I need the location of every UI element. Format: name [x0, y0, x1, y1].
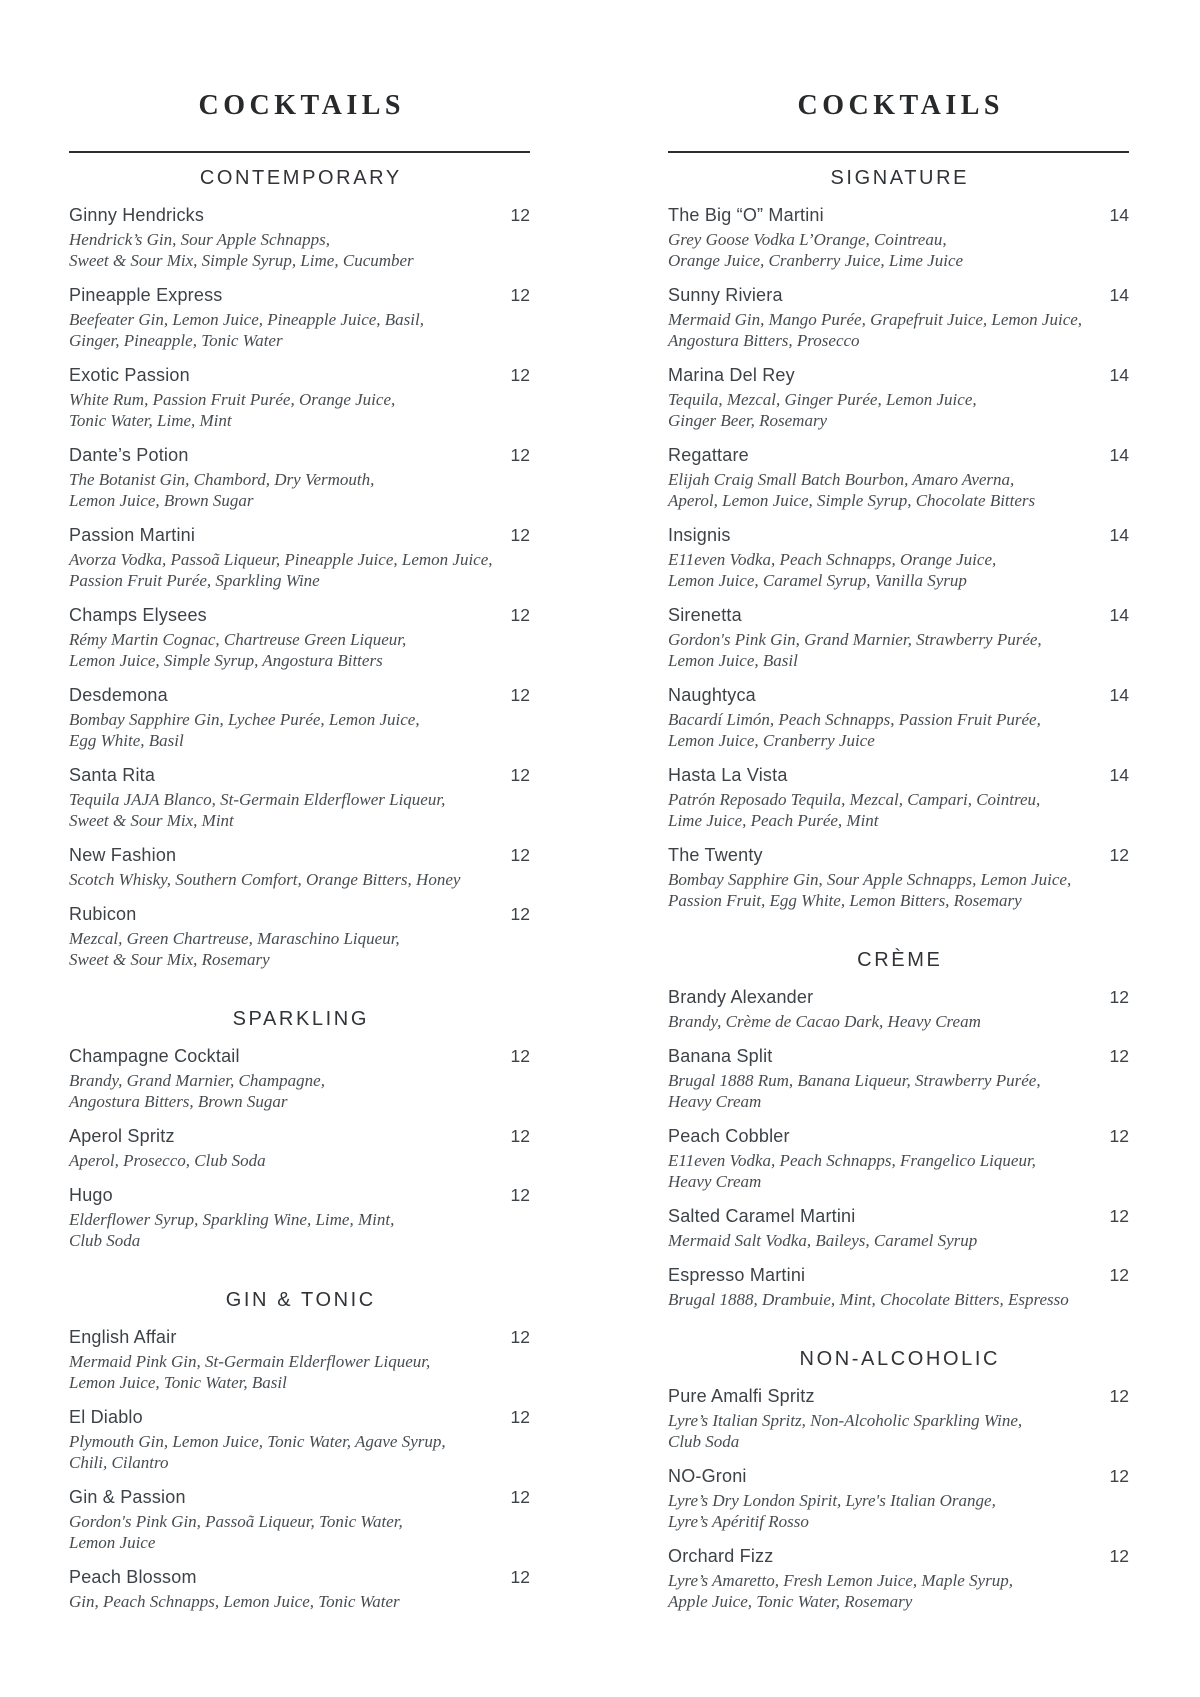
item-description-line: Bombay Sapphire Gin, Sour Apple Schnapps, Lemon Juice,	[668, 870, 1072, 889]
item-description-line: Bacardí Limón, Peach Schnapps, Passion Fruit Purée,	[668, 710, 1041, 729]
item-name: Regattare	[668, 445, 749, 465]
item-name-row	[668, 604, 1129, 626]
item-price: 14	[1109, 445, 1129, 465]
item-price: 12	[510, 765, 530, 785]
item-description	[668, 869, 1129, 911]
item-name-row	[69, 1125, 530, 1147]
item-description-line: Mermaid Pink Gin, St-Germain Elderflower Liqueur,	[69, 1352, 431, 1371]
item-name: Peach Cobbler	[668, 1126, 790, 1146]
item-name: English Affair	[69, 1327, 177, 1347]
item-description-line: Elijah Craig Small Batch Bourbon, Amaro Averna,	[668, 470, 1015, 489]
menu-item	[69, 1045, 530, 1112]
item-description	[668, 469, 1129, 511]
menu-item	[69, 903, 530, 970]
item-description-line: Beefeater Gin, Lemon Juice, Pineapple Juice, Basil,	[69, 310, 424, 329]
item-price: 12	[510, 1327, 530, 1347]
item-name: Desdemona	[69, 685, 168, 705]
item-price: 12	[510, 1185, 530, 1205]
menu-item	[668, 1385, 1129, 1452]
item-name-row	[668, 684, 1129, 706]
item-description	[668, 629, 1129, 671]
item-description-line: Egg White, Basil	[69, 731, 184, 750]
section-heading: NON-ALCOHOLIC	[799, 1348, 1001, 1370]
menu-item	[668, 1545, 1129, 1612]
item-price: 12	[1109, 1126, 1129, 1146]
item-description-line: Lemon Juice, Caramel Syrup, Vanilla Syrup	[668, 571, 967, 590]
item-description-line: White Rum, Passion Fruit Purée, Orange Juice,	[69, 390, 396, 409]
item-description-line: Club Soda	[668, 1432, 740, 1451]
menu-item	[69, 204, 530, 271]
item-name: El Diablo	[69, 1407, 143, 1427]
item-name-row	[69, 1486, 530, 1508]
item-price: 12	[510, 1126, 530, 1146]
item-price: 12	[1109, 1046, 1129, 1066]
section-heading: CRÈME	[857, 949, 943, 971]
item-description-line: Aperol, Lemon Juice, Simple Syrup, Chocolate Bitters	[668, 491, 1036, 510]
item-description-line: Lemon Juice	[69, 1533, 156, 1552]
item-description	[69, 229, 530, 271]
item-price: 14	[1109, 365, 1129, 385]
item-description	[668, 1570, 1129, 1612]
item-description-line: Lemon Juice, Simple Syrup, Angostura Bitters	[69, 651, 383, 670]
item-description-line: Apple Juice, Tonic Water, Rosemary	[668, 1592, 913, 1611]
item-description-line: Lime Juice, Peach Purée, Mint	[668, 811, 879, 830]
item-price: 12	[1109, 1386, 1129, 1406]
item-description-line: Sweet & Sour Mix, Rosemary	[69, 950, 270, 969]
item-name: Naughtyca	[668, 685, 756, 705]
menu-item	[668, 1264, 1129, 1310]
item-price: 14	[1109, 685, 1129, 705]
item-name-row	[668, 844, 1129, 866]
menu-item	[69, 1125, 530, 1171]
menu-item	[69, 1326, 530, 1393]
menu-column-left	[69, 92, 530, 1625]
item-description	[69, 469, 530, 511]
item-price: 12	[510, 365, 530, 385]
item-description-line: Orange Juice, Cranberry Juice, Lime Juice	[668, 251, 964, 270]
item-description-line: Avorza Vodka, Passoã Liqueur, Pineapple Juice, Lemon Juice,	[69, 550, 493, 569]
menu-item	[668, 1045, 1129, 1112]
item-price: 14	[1109, 765, 1129, 785]
item-name-row	[69, 903, 530, 925]
item-description-line: Brandy, Grand Marnier, Champagne,	[69, 1071, 325, 1090]
item-price: 12	[510, 904, 530, 924]
menu-item	[668, 986, 1129, 1032]
item-description-line: Mermaid Gin, Mango Purée, Grapefruit Juice, Lemon Juice,	[668, 310, 1083, 329]
item-name: Insignis	[668, 525, 731, 545]
section-heading: CONTEMPORARY	[199, 167, 402, 189]
item-name: The Twenty	[668, 845, 763, 865]
item-name-row	[69, 764, 530, 786]
item-name: New Fashion	[69, 845, 177, 865]
item-description-line: Elderflower Syrup, Sparkling Wine, Lime, Mint,	[69, 1210, 395, 1229]
item-description	[668, 389, 1129, 431]
item-description	[69, 1150, 530, 1171]
item-name-row	[668, 204, 1129, 226]
item-description	[668, 789, 1129, 831]
item-description-line: Angostura Bitters, Prosecco	[668, 331, 860, 350]
item-description-line: E11even Vodka, Peach Schnapps, Orange Juice,	[668, 550, 997, 569]
item-price: 12	[510, 285, 530, 305]
item-price: 14	[1109, 205, 1129, 225]
item-name: Champs Elysees	[69, 605, 207, 625]
item-name-row	[69, 1184, 530, 1206]
item-name-row	[668, 444, 1129, 466]
item-price: 14	[1109, 285, 1129, 305]
item-description-line: Gin, Peach Schnapps, Lemon Juice, Tonic Water	[69, 1592, 400, 1611]
item-name: Champagne Cocktail	[69, 1046, 240, 1066]
item-price: 12	[510, 1487, 530, 1507]
menu-item	[668, 284, 1129, 351]
item-description-line: Patrón Reposado Tequila, Mezcal, Campari, Cointreu,	[668, 790, 1041, 809]
item-name-row	[69, 284, 530, 306]
item-description	[69, 789, 530, 831]
item-price: 12	[1109, 987, 1129, 1007]
item-name: Exotic Passion	[69, 365, 190, 385]
item-description-line: Club Soda	[69, 1231, 141, 1250]
item-description-line: Heavy Cream	[668, 1172, 762, 1191]
item-description	[668, 1490, 1129, 1532]
item-name: Passion Martini	[69, 525, 196, 545]
item-description-line: Tequila JAJA Blanco, St-Germain Elderflower Liqueur,	[69, 790, 446, 809]
item-description-line: Mermaid Salt Vodka, Baileys, Caramel Syrup	[668, 1231, 978, 1250]
item-name-row	[668, 1385, 1129, 1407]
item-description-line: Angostura Bitters, Brown Sugar	[69, 1092, 288, 1111]
item-name-row	[69, 204, 530, 226]
menu-item	[69, 1184, 530, 1251]
section-heading: GIN & TONIC	[225, 1289, 376, 1311]
item-name: Pineapple Express	[69, 285, 223, 305]
item-name: Pure Amalfi Spritz	[668, 1386, 815, 1406]
item-price: 12	[510, 205, 530, 225]
item-name: Hugo	[69, 1185, 113, 1205]
item-description	[668, 709, 1129, 751]
item-description	[668, 549, 1129, 591]
menu-item	[668, 364, 1129, 431]
menu-item	[668, 684, 1129, 751]
item-name: Sirenetta	[668, 605, 742, 625]
item-price: 14	[1109, 605, 1129, 625]
item-description	[69, 309, 530, 351]
menu-item	[668, 1125, 1129, 1192]
item-description-line: Aperol, Prosecco, Club Soda	[69, 1151, 266, 1170]
item-description-line: Bombay Sapphire Gin, Lychee Purée, Lemon Juice,	[69, 710, 420, 729]
item-description	[69, 928, 530, 970]
item-name-row	[668, 524, 1129, 546]
item-description	[668, 1230, 1129, 1251]
item-description-line: Ginger, Pineapple, Tonic Water	[69, 331, 283, 350]
item-description-line: Gordon's Pink Gin, Grand Marnier, Strawberry Purée,	[668, 630, 1042, 649]
item-description-line: Sweet & Sour Mix, Simple Syrup, Lime, Cucumber	[69, 251, 414, 270]
item-name-row	[668, 1045, 1129, 1067]
menu-item	[69, 364, 530, 431]
item-name-row	[668, 1465, 1129, 1487]
item-name: Espresso Martini	[668, 1265, 806, 1285]
item-name-row	[69, 444, 530, 466]
item-price: 12	[510, 1567, 530, 1587]
item-description-line: Sweet & Sour Mix, Mint	[69, 811, 234, 830]
item-price: 14	[1109, 525, 1129, 545]
item-description	[69, 1591, 530, 1612]
item-name: Dante’s Potion	[69, 445, 189, 465]
item-name-row	[69, 524, 530, 546]
item-name-row	[69, 844, 530, 866]
item-description-line: Gordon's Pink Gin, Passoã Liqueur, Tonic Water,	[69, 1512, 403, 1531]
item-name-row	[69, 1326, 530, 1348]
menu-item	[668, 604, 1129, 671]
item-description-line: Lyre’s Dry London Spirit, Lyre's Italian Orange,	[668, 1491, 996, 1510]
item-price: 12	[510, 1407, 530, 1427]
item-description	[668, 1150, 1129, 1192]
item-name-row	[668, 364, 1129, 386]
item-name-row	[69, 1406, 530, 1428]
item-description	[668, 309, 1129, 351]
item-name-row	[668, 986, 1129, 1008]
item-description	[69, 709, 530, 751]
item-name-row	[69, 364, 530, 386]
section-heading: SPARKLING	[232, 1008, 369, 1030]
item-description-line: Mezcal, Green Chartreuse, Maraschino Liqueur,	[69, 929, 400, 948]
item-name: Peach Blossom	[69, 1567, 197, 1587]
item-description-line: Lemon Juice, Basil	[668, 651, 798, 670]
menu-item	[668, 204, 1129, 271]
item-description-line: Brandy, Crème de Cacao Dark, Heavy Cream	[668, 1012, 981, 1031]
title-rule	[668, 151, 1129, 153]
item-name: Hasta La Vista	[668, 765, 788, 785]
item-name: Marina Del Rey	[668, 365, 795, 385]
item-name: The Big “O” Martini	[668, 205, 824, 225]
menu-item	[668, 1205, 1129, 1251]
item-description-line: The Botanist Gin, Chambord, Dry Vermouth,	[69, 470, 375, 489]
menu-item	[69, 844, 530, 890]
item-name-row	[69, 1566, 530, 1588]
item-name: Brandy Alexander	[668, 987, 814, 1007]
menu-item	[69, 604, 530, 671]
item-price: 12	[510, 445, 530, 465]
item-name: Aperol Spritz	[69, 1126, 175, 1146]
menu-title: COCKTAILS	[797, 90, 1004, 121]
item-name: Rubicon	[69, 904, 137, 924]
item-name-row	[668, 284, 1129, 306]
menu-item	[69, 524, 530, 591]
item-description	[69, 1070, 530, 1112]
item-description-line: Heavy Cream	[668, 1092, 762, 1111]
menu-item	[668, 524, 1129, 591]
menu-item	[668, 764, 1129, 831]
item-name-row	[668, 1545, 1129, 1567]
item-price: 12	[1109, 1546, 1129, 1566]
item-name: Sunny Riviera	[668, 285, 783, 305]
item-name-row	[69, 604, 530, 626]
menu-item	[69, 684, 530, 751]
title-rule	[69, 151, 530, 153]
menu-item	[69, 1406, 530, 1473]
item-price: 12	[510, 525, 530, 545]
item-description	[668, 1410, 1129, 1452]
item-description-line: Plymouth Gin, Lemon Juice, Tonic Water, Agave Syrup,	[69, 1432, 446, 1451]
menu-item	[69, 1566, 530, 1612]
section-heading: SIGNATURE	[830, 167, 970, 189]
item-description	[69, 1351, 530, 1393]
item-price: 12	[1109, 845, 1129, 865]
item-description-line: Brugal 1888, Drambuie, Mint, Chocolate Bitters, Espresso	[668, 1290, 1069, 1309]
item-description	[69, 629, 530, 671]
item-price: 12	[510, 1046, 530, 1066]
item-name: Banana Split	[668, 1046, 773, 1066]
item-description-line: Tonic Water, Lime, Mint	[69, 411, 232, 430]
item-description	[69, 549, 530, 591]
item-description	[69, 389, 530, 431]
item-description-line: Hendrick’s Gin, Sour Apple Schnapps,	[69, 230, 330, 249]
item-description	[69, 1209, 530, 1251]
item-description-line: Lyre’s Apéritif Rosso	[668, 1512, 809, 1531]
item-name-row	[668, 764, 1129, 786]
item-price: 12	[510, 685, 530, 705]
item-description-line: Lemon Juice, Cranberry Juice	[668, 731, 875, 750]
item-name: Salted Caramel Martini	[668, 1206, 856, 1226]
item-description-line: Brugal 1888 Rum, Banana Liqueur, Strawberry Purée,	[668, 1071, 1041, 1090]
item-description-line: Lyre’s Italian Spritz, Non-Alcoholic Sparkling Wine,	[668, 1411, 1023, 1430]
item-description-line: Scotch Whisky, Southern Comfort, Orange Bitters, Honey	[69, 870, 461, 889]
item-name: Gin & Passion	[69, 1487, 186, 1507]
item-name-row	[668, 1205, 1129, 1227]
menu-item	[69, 444, 530, 511]
item-description-line: Passion Fruit, Egg White, Lemon Bitters, Rosemary	[668, 891, 1022, 910]
item-price: 12	[1109, 1466, 1129, 1486]
item-name: Santa Rita	[69, 765, 156, 785]
menu-item	[668, 1465, 1129, 1532]
item-price: 12	[1109, 1206, 1129, 1226]
item-description	[668, 1070, 1129, 1112]
item-price: 12	[510, 845, 530, 865]
item-description-line: Lemon Juice, Tonic Water, Basil	[69, 1373, 287, 1392]
item-description	[69, 1431, 530, 1473]
item-description	[69, 1511, 530, 1553]
item-description	[668, 1289, 1129, 1310]
menu-item	[69, 1486, 530, 1553]
item-description-line: Rémy Martin Cognac, Chartreuse Green Liqueur,	[69, 630, 407, 649]
item-description-line: Ginger Beer, Rosemary	[668, 411, 828, 430]
item-name-row	[668, 1125, 1129, 1147]
item-name: NO-Groni	[668, 1466, 747, 1486]
item-description-line: Grey Goose Vodka L’Orange, Cointreau,	[668, 230, 947, 249]
item-description-line: Passion Fruit Purée, Sparkling Wine	[69, 571, 320, 590]
menu-item	[69, 764, 530, 831]
item-description	[668, 229, 1129, 271]
item-name: Ginny Hendricks	[69, 205, 205, 225]
item-name-row	[69, 684, 530, 706]
menu-item	[668, 844, 1129, 911]
item-description-line: E11even Vodka, Peach Schnapps, Frangelico Liqueur,	[668, 1151, 1036, 1170]
item-name-row	[668, 1264, 1129, 1286]
item-price: 12	[510, 605, 530, 625]
item-description	[668, 1011, 1129, 1032]
item-description	[69, 869, 530, 890]
item-name: Orchard Fizz	[668, 1546, 774, 1566]
item-description-line: Chili, Cilantro	[69, 1453, 169, 1472]
menu-item	[668, 444, 1129, 511]
menu-column-right	[668, 92, 1129, 1625]
item-name-row	[69, 1045, 530, 1067]
item-description-line: Lemon Juice, Brown Sugar	[69, 491, 254, 510]
menu-item	[69, 284, 530, 351]
item-description-line: Tequila, Mezcal, Ginger Purée, Lemon Juice,	[668, 390, 977, 409]
item-price: 12	[1109, 1265, 1129, 1285]
item-description-line: Lyre’s Amaretto, Fresh Lemon Juice, Maple Syrup,	[668, 1571, 1013, 1590]
menu-title: COCKTAILS	[198, 90, 405, 121]
